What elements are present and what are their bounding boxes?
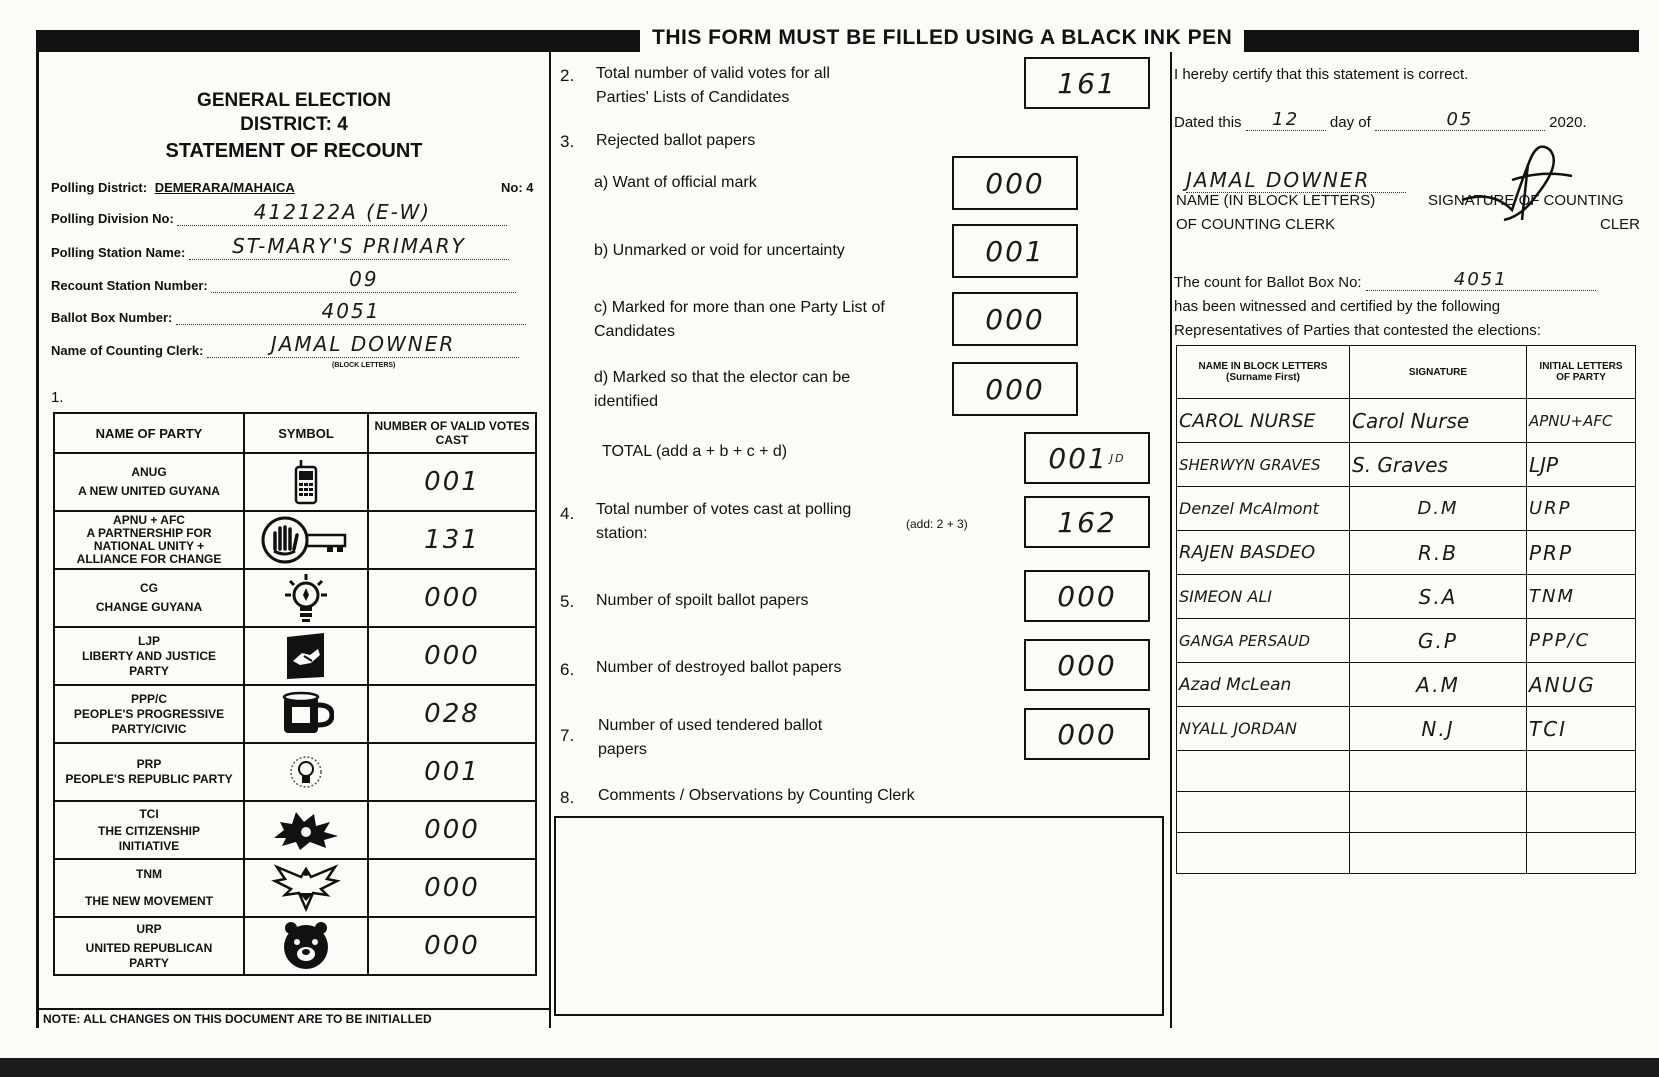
block-letters-note: (BLOCK LETTERS) — [332, 362, 396, 369]
votes-cg: 000 — [368, 569, 536, 627]
reps-header — [1177, 346, 1636, 399]
rep-row: NYALL JORDAN N.J TCI — [1177, 707, 1636, 751]
rep-row-empty — [1177, 792, 1636, 833]
q3b-text: b) Unmarked or void for uncertainty — [594, 242, 845, 259]
q7-number: 7. — [560, 726, 575, 745]
representatives-table — [1176, 345, 1636, 874]
ballot-box-field: Ballot Box Number: 4051 — [51, 308, 526, 325]
polling-district-no: No: 4 — [501, 180, 534, 195]
comments-box — [554, 816, 1164, 1016]
handshake-icon — [284, 631, 328, 681]
rep-row: Azad McLean A.M ANUG — [1177, 663, 1636, 707]
rep-row: Denzel McAlmont D.M URP — [1177, 487, 1636, 531]
votes-prp: 001 — [368, 743, 536, 801]
certify-text: I hereby certify that this statement is correct. — [1174, 66, 1469, 83]
count-line: The count for Ballot Box No: 4051 — [1174, 274, 1596, 291]
q3a-value-box: 000 — [952, 156, 1078, 210]
district-title: DISTRICT: 4 — [240, 114, 348, 135]
right-panel — [1172, 52, 1639, 1028]
dated-month: 05 — [1446, 109, 1474, 130]
party-row-tnm: TNM THE NEW MOVEMENT 000 — [54, 859, 536, 917]
votes-tci: 000 — [368, 801, 536, 859]
col-rep-party-header: INITIAL LETTERS OF PARTY — [1527, 346, 1636, 399]
col-rep-name-header: NAME IN BLOCK LETTERS (Surname First) — [1177, 346, 1350, 399]
col-rep-signature-header: SIGNATURE — [1350, 346, 1527, 399]
q3d-text: d) Marked so that the elector can be identified — [594, 369, 851, 410]
initial-changes-note: NOTE: ALL CHANGES ON THIS DOCUMENT ARE TO BE INITIALLED — [43, 1012, 432, 1026]
clerk-name-handwritten: JAMAL DOWNER — [1186, 168, 1406, 193]
dated-line: Dated this 12 day of 05 2020. — [1174, 109, 1587, 131]
col-party-header: NAME OF PARTY — [54, 413, 244, 453]
q4-text: Total number of votes cast at polling station: — [596, 501, 852, 542]
total-value-box — [1024, 432, 1150, 484]
polling-division-value: 412122A (E-W) — [253, 200, 432, 224]
eagle-icon — [271, 863, 341, 913]
recount-station-field: Recount Station Number: 09 — [51, 276, 516, 293]
rep-row: RAJEN BASDEO R.B PRP — [1177, 531, 1636, 575]
q4-hint: (add: 2 + 3) — [906, 517, 968, 531]
party-row-urp: URP UNITED REPUBLICAN PARTY 000 — [54, 917, 536, 975]
q3-number: 3. — [560, 132, 575, 151]
q6-number: 6. — [560, 660, 575, 679]
q3-text: Rejected ballot papers — [596, 132, 756, 149]
recount-station-value: 09 — [349, 267, 379, 291]
dated-day: 12 — [1272, 109, 1300, 130]
ballot-box-value: 4051 — [321, 299, 381, 323]
hand-key-icon — [261, 515, 351, 565]
cup-icon — [278, 691, 334, 737]
q6-text: Number of destroyed ballot papers — [596, 659, 842, 676]
polling-station-value: ST-MARY'S PRIMARY — [232, 234, 466, 258]
party-row-anug: ANUG A NEW UNITED GUYANA 001 — [54, 453, 536, 511]
left-panel — [36, 52, 551, 1028]
q3a-text: a) Want of official mark — [594, 174, 757, 191]
rep-row: SIMEON ALI S.A TNM — [1177, 575, 1636, 619]
statement-title: STATEMENT OF RECOUNT — [165, 140, 423, 162]
flower-icon — [270, 808, 342, 852]
votes-apnu-afc: 131 — [368, 511, 536, 569]
q5-text: Number of spoilt ballot papers — [596, 592, 809, 609]
col-symbol-header: SYMBOL — [244, 413, 368, 453]
middle-panel — [548, 52, 1172, 1028]
bottom-bar — [0, 1058, 1659, 1077]
party-row-prp: PRP PEOPLE'S REPUBLIC PARTY 001 — [54, 743, 536, 801]
q3d-value-box: 000 — [952, 362, 1078, 416]
name-label-line1: NAME (IN BLOCK LETTERS) — [1176, 192, 1376, 209]
q3c-value-box: 000 — [952, 292, 1078, 346]
party-votes-table — [53, 412, 537, 976]
note-divider — [39, 1008, 549, 1010]
total-value: 001 — [1048, 441, 1108, 475]
q7-value-box: 000 — [1024, 708, 1150, 760]
rep-row: CAROL NURSE Carol Nurse APNU+AFC — [1177, 399, 1636, 443]
section-1-number: 1. — [51, 389, 64, 406]
counting-clerk-value: JAMAL DOWNER — [270, 332, 456, 356]
counting-clerk-field: Name of Counting Clerk: JAMAL DOWNER — [51, 341, 519, 358]
q5-value-box: 000 — [1024, 570, 1150, 622]
lightbulb-icon — [284, 573, 328, 623]
total-text: TOTAL (add a + b + c + d) — [602, 443, 788, 460]
votes-urp: 000 — [368, 917, 536, 975]
count-ballot-box: 4051 — [1453, 269, 1508, 290]
votes-pppc: 028 — [368, 685, 536, 743]
animal-icon — [281, 920, 331, 972]
q3b-value-box: 001 — [952, 224, 1078, 278]
rep-row-empty — [1177, 833, 1636, 874]
year: 2020. — [1549, 114, 1587, 131]
rep-row: GANGA PERSAUD G.P PPP/C — [1177, 619, 1636, 663]
name-label-line2: OF COUNTING CLERK — [1176, 216, 1336, 233]
polling-district-field: Polling District: DEMERARA/MAHAICA No: 4 — [51, 180, 534, 195]
party-row-ljp: LJP LIBERTY AND JUSTICE PARTY 000 — [54, 627, 536, 685]
signature-label-line1: SIGNATURE OF COUNTING — [1428, 192, 1624, 209]
banner-title: THIS FORM MUST BE FILLED USING A BLACK INK PEN — [640, 22, 1244, 54]
clerk-signature-icon — [1452, 120, 1602, 230]
q2-value-box: 161 — [1024, 57, 1150, 109]
q6-value-box: 000 — [1024, 639, 1150, 691]
party-row-cg: CG CHANGE GUYANA 000 — [54, 569, 536, 627]
q7-text: Number of used tendered ballot papers — [598, 717, 823, 758]
witness-line2: Representatives of Parties that contested the elections: — [1174, 322, 1541, 339]
polling-division-field: Polling Division No: 412122A (E-W) — [51, 209, 507, 226]
q8-number: 8. — [560, 788, 575, 807]
party-table-header — [54, 413, 536, 453]
q8-text: Comments / Observations by Counting Clerk — [598, 787, 915, 804]
bulb-emblem-icon — [288, 752, 324, 792]
q2-text: Total number of valid votes for all Parties' Lists of Candidates — [596, 65, 830, 106]
phone-icon — [293, 459, 319, 505]
rep-row: SHERWYN GRAVES S. Graves LJP — [1177, 443, 1636, 487]
polling-station-field: Polling Station Name: ST-MARY'S PRIMARY — [51, 243, 509, 260]
q3c-text: c) Marked for more than one Party List of Candidates — [594, 299, 885, 340]
votes-ljp: 000 — [368, 627, 536, 685]
rep-row-empty — [1177, 751, 1636, 792]
col-votes-header: NUMBER OF VALID VOTES CAST — [368, 413, 536, 453]
party-row-pppc: PPP/C PEOPLE'S PROGRESSIVE PARTY/CIVIC 028 — [54, 685, 536, 743]
votes-tnm: 000 — [368, 859, 536, 917]
votes-anug: 001 — [368, 453, 536, 511]
signature-label-line2: CLER — [1600, 216, 1641, 233]
total-initial: JD — [1109, 451, 1126, 465]
party-row-apnu-afc: APNU + AFC A PARTNERSHIP FOR NATIONAL UNITY + ALLIANCE FOR CHANGE 131 — [54, 511, 536, 569]
form-title: GENERAL ELECTION — [197, 90, 391, 111]
q4-number: 4. — [560, 504, 575, 523]
q2-number: 2. — [560, 66, 575, 85]
q4-value-box: 162 — [1024, 496, 1150, 548]
witness-line1: has been witnessed and certified by the following — [1174, 298, 1501, 315]
party-row-tci: TCI THE CITIZENSHIP INITIATIVE 000 — [54, 801, 536, 859]
polling-district-value: DEMERARA/MAHAICA — [154, 180, 295, 195]
q5-number: 5. — [560, 592, 575, 611]
